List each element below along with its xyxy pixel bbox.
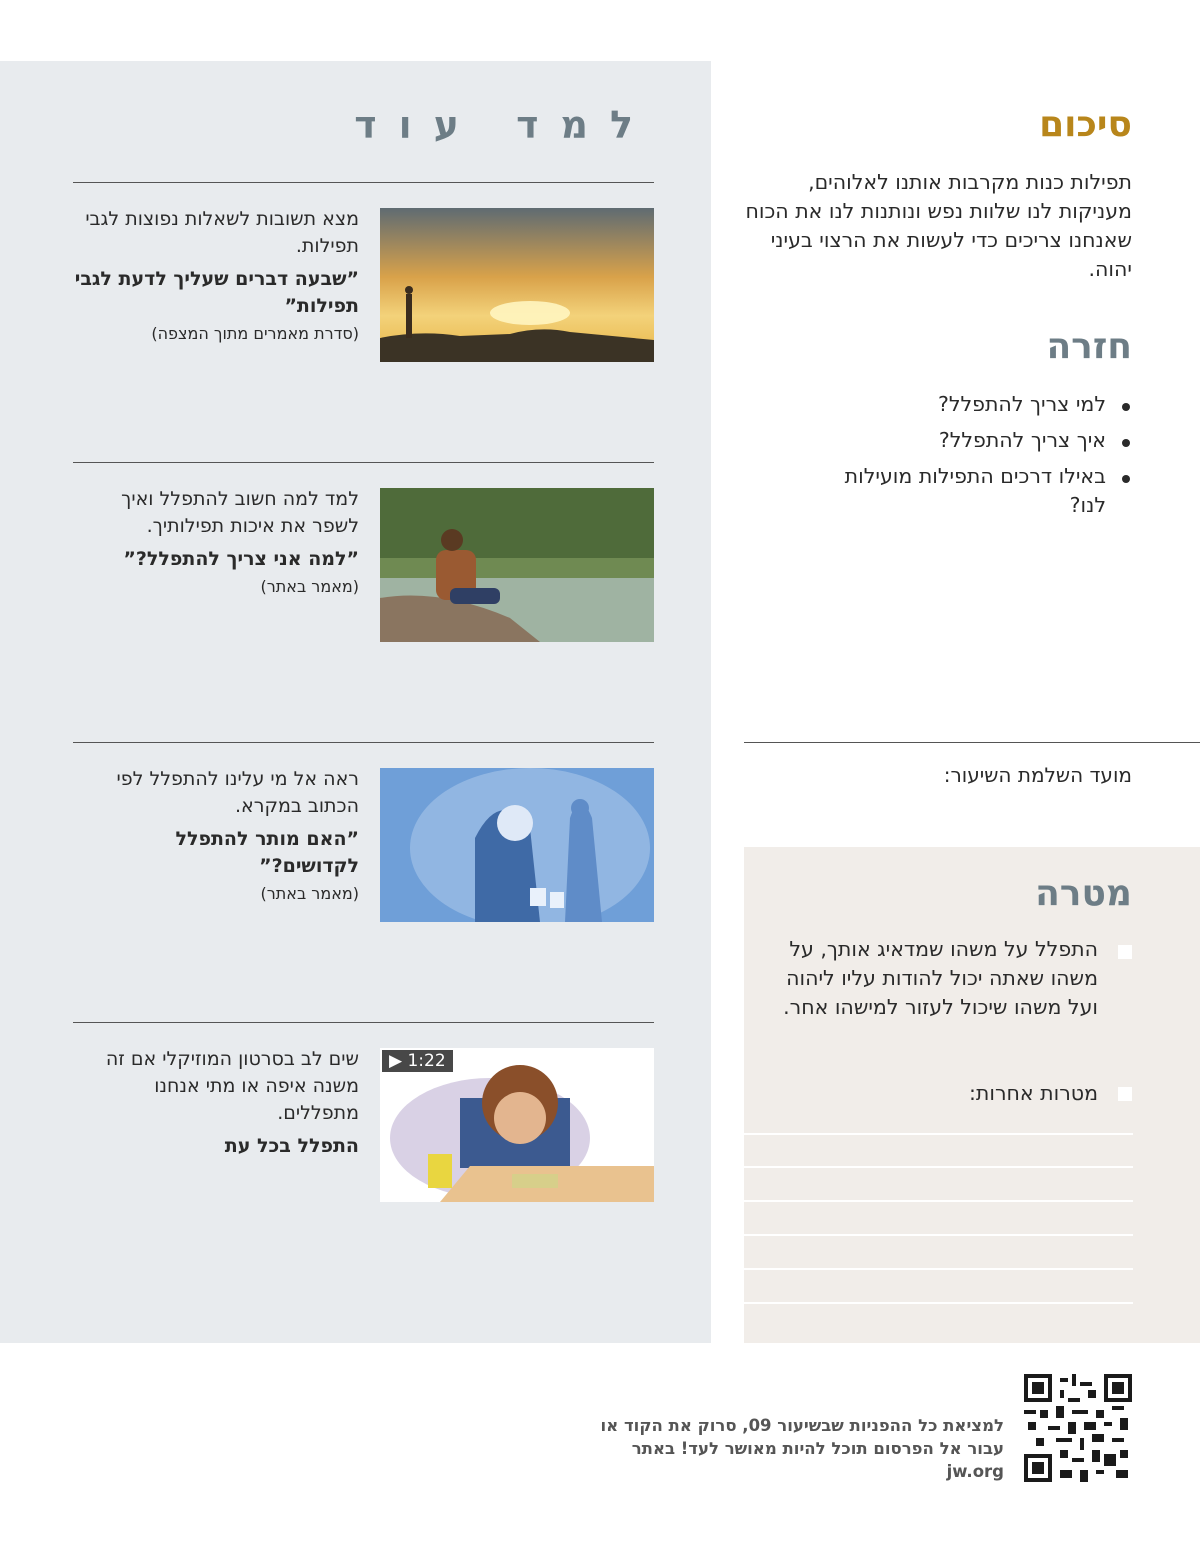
summary-title: סיכום [1039, 104, 1132, 145]
goal-item: מטרות אחרות: [969, 1081, 1098, 1105]
boy-praying-video-thumbnail[interactable] [380, 1048, 654, 1202]
woman-praying-image[interactable] [380, 768, 654, 922]
learn-item-source: (סדרת מאמרים מתוך המצפה) [151, 324, 359, 343]
learn-item-text [69, 766, 359, 907]
writing-line[interactable] [744, 1268, 1133, 1270]
learn-item-link[interactable]: ”האם מותר להתפלל לקדושים?” [175, 828, 359, 877]
learn-item-source: (מאמר באתר) [260, 577, 359, 596]
learn-item-link[interactable]: התפלל בכל עת [224, 1135, 359, 1157]
learn-item-link[interactable]: ”למה אני צריך להתפלל?” [123, 548, 359, 570]
writing-line[interactable] [744, 1302, 1133, 1304]
sunset-image[interactable] [380, 208, 654, 362]
writing-line[interactable] [744, 1200, 1133, 1202]
summary-text: תפילות כנות מקרבות אותנו לאלוהים, מעניקות לנו שלוות נפש ונותנות לנו את הכוח שאנחנו צריכים כדי לעשות את הרצוי בעיני יהוה. [745, 170, 1132, 281]
learn-item-link[interactable]: ”שבעה דברים שעליך לדעת לגבי תפילות” [74, 268, 359, 317]
goal-checkbox[interactable] [1118, 945, 1132, 959]
video-duration-badge: ▶ 1:22 [382, 1050, 453, 1072]
learn-more-panel [0, 61, 711, 1343]
review-title: חזרה [1046, 326, 1132, 367]
divider [744, 742, 1200, 743]
learn-more-title: למד עוד [354, 103, 655, 147]
learn-item-text [69, 206, 359, 347]
learn-item-desc: מצא תשובות לשאלות נפוצות לגבי תפילות. [85, 208, 359, 257]
learn-item-desc: שים לב בסרטון המוזיקלי אם זה משנה איפה או מתי אנחנו מתפללים. [105, 1048, 359, 1124]
learn-item-text [69, 486, 359, 600]
footer-text: למציאת כל ההפניות שבשיעור 09, סרוק את הקוד או עבור אל הפרסום תוכל להיות מאושר לעד! באתר jw.org [600, 1416, 1004, 1481]
learn-item-desc: ראה אל מי עלינו להתפלל לפי הכתוב במקרא. [116, 768, 359, 817]
divider [73, 182, 654, 183]
learn-item-source: (מאמר באתר) [260, 884, 359, 903]
learn-item-desc: למד למה חשוב להתפלל ואיך לשפר את איכות תפילותיך. [121, 488, 359, 537]
review-question: באילו דרכים התפילות מועילות לנו? [806, 462, 1106, 520]
review-list [806, 390, 1132, 527]
divider [73, 462, 654, 463]
writing-line[interactable] [744, 1133, 1133, 1135]
learn-item-text [69, 1046, 359, 1160]
qr-code-icon[interactable] [1024, 1374, 1132, 1482]
writing-line[interactable] [744, 1166, 1133, 1168]
woman-by-lake-image[interactable] [380, 488, 654, 642]
goal-item: התפלל על משהו שמדאיג אותך, על משהו שאתה יכול להודות עליו ליהוה ועל משהו שיכול לעזור למישהו אחר. [783, 937, 1098, 1019]
divider [73, 1022, 654, 1023]
review-question: איך צריך להתפלל? [806, 426, 1106, 455]
goal-title: מטרה [1035, 873, 1132, 914]
writing-line[interactable] [744, 1234, 1133, 1236]
divider [73, 742, 654, 743]
review-question: למי צריך להתפלל? [806, 390, 1106, 419]
goal-panel [744, 847, 1200, 1343]
completion-date-label: מועד השלמת השיעור: [943, 763, 1132, 787]
goal-checkbox[interactable] [1118, 1087, 1132, 1101]
